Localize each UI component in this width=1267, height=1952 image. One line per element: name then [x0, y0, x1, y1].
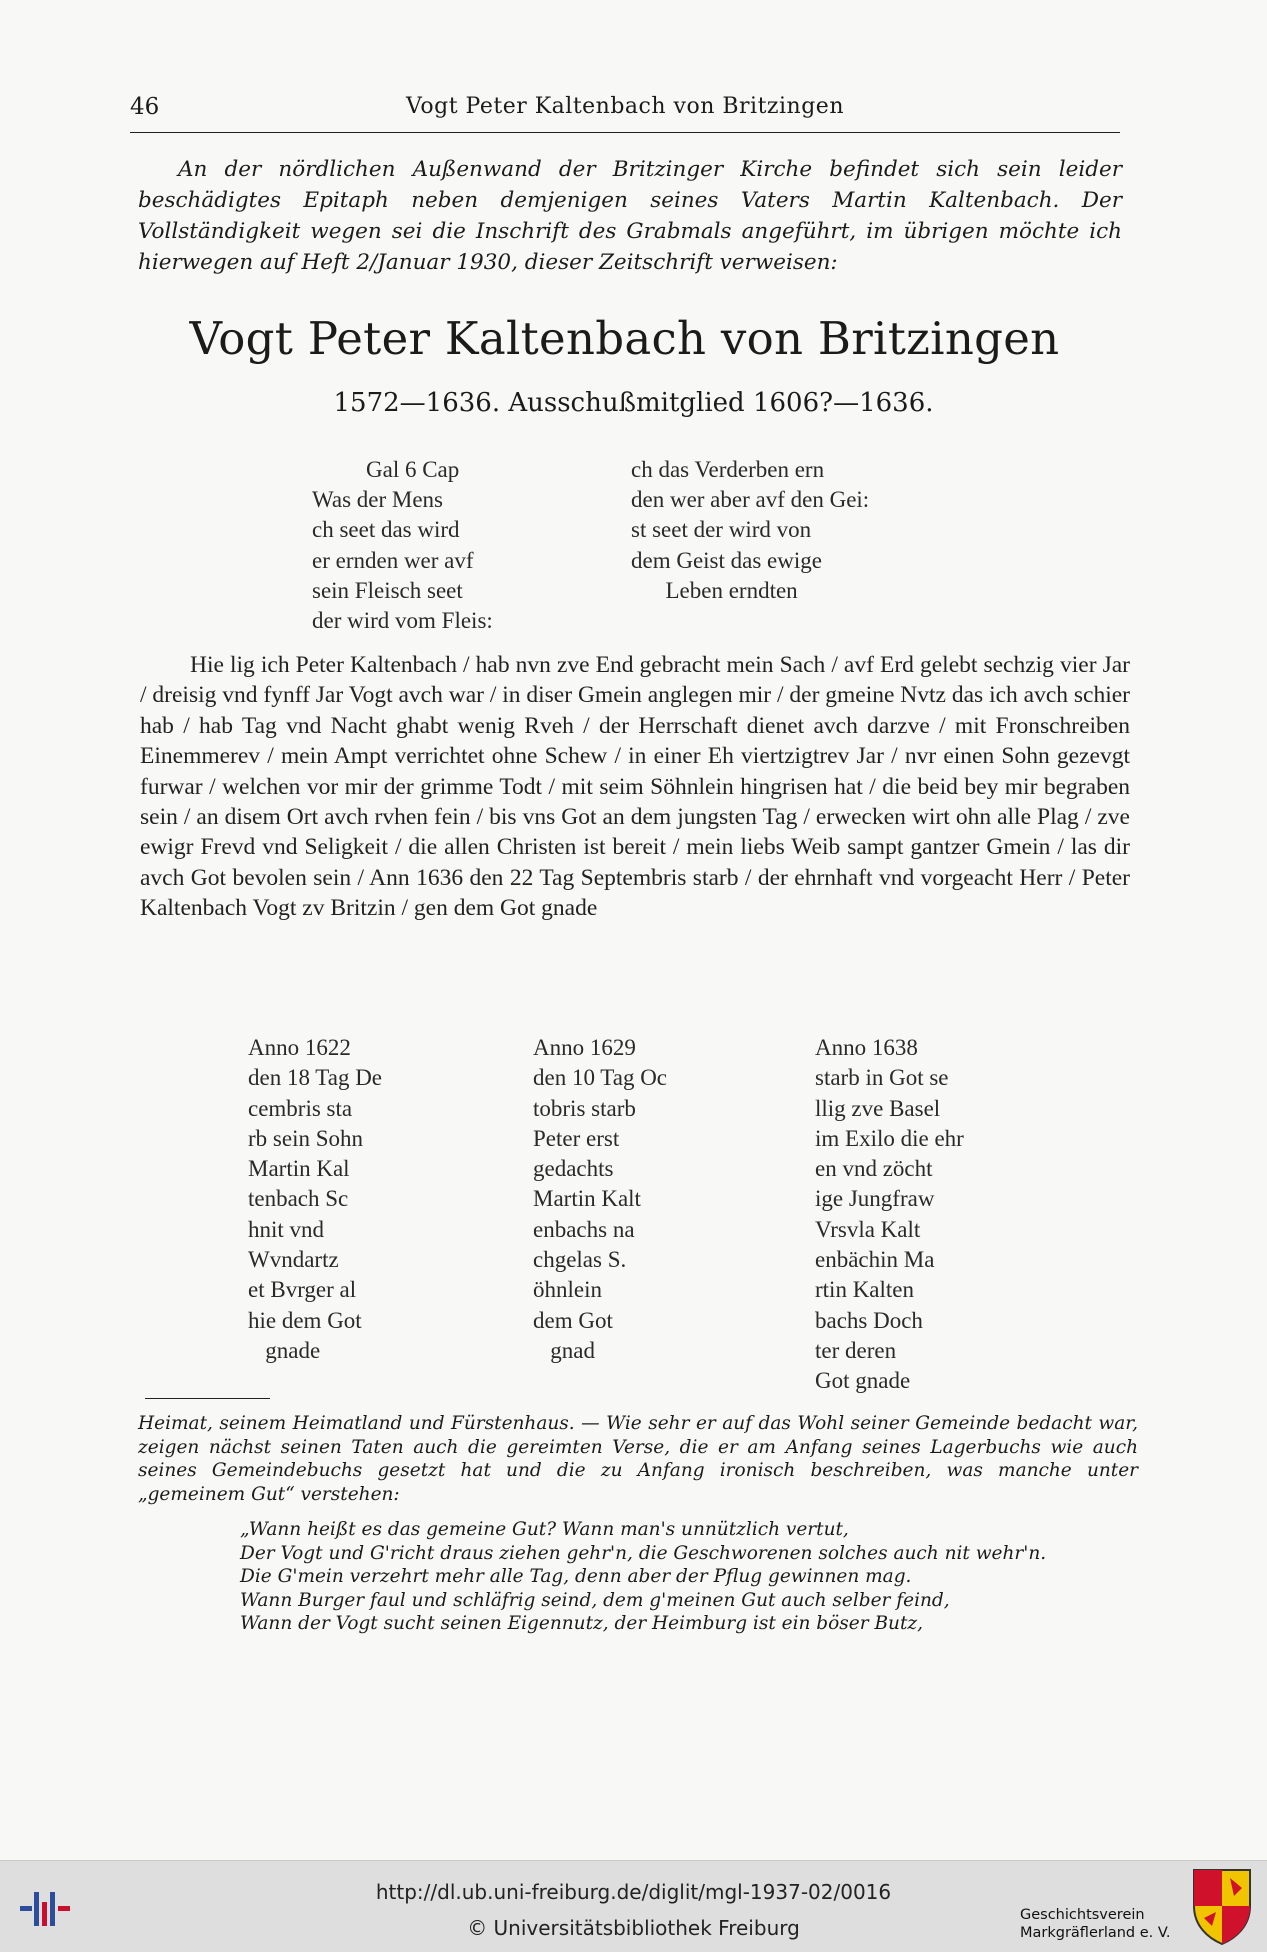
epitaph-line: starb in Got se — [815, 1065, 949, 1091]
epitaph-line: den 18 Tag De — [248, 1065, 383, 1091]
footnote-verse — [240, 1518, 1046, 1636]
epitaph-line: Martin Kal — [248, 1156, 350, 1182]
epitaph-line: gnad — [533, 1337, 595, 1363]
epitaph-line: cembris sta — [248, 1095, 353, 1121]
inscription-line: er ernden wer avf — [312, 547, 474, 573]
verse-line: Die G'mein verzehrt mehr alle Tag, denn aber der Pflug gewinnen mag. — [240, 1566, 912, 1587]
copyright-notice: © Universitätsbibliothek Freiburg — [467, 1916, 800, 1940]
epitaph-line: Martin Kalt — [533, 1186, 641, 1212]
inscription-left — [312, 455, 493, 636]
epitaph-line: Anno 1629 — [533, 1035, 636, 1060]
epitaph-line: Wvndartz — [248, 1247, 339, 1273]
epitaph-line: gnade — [248, 1337, 321, 1363]
epitaph-line: den 10 Tag Oc — [533, 1065, 668, 1091]
epitaph-line: en vnd zöcht — [815, 1156, 933, 1182]
epitaph-line: Vrsvla Kalt — [815, 1216, 921, 1242]
inscription-line: den wer aber avf den Gei: — [631, 487, 870, 513]
inscription-line: ch seet das wird — [312, 517, 460, 543]
epitaph-line: ter deren — [815, 1337, 897, 1363]
epitaph-line: Anno 1638 — [815, 1035, 918, 1060]
permalink-url[interactable]: http://dl.ub.uni-freiburg.de/diglit/mgl-1937-02/0016 — [375, 1880, 892, 1904]
epitaph-line: Anno 1622 — [248, 1035, 351, 1060]
verse-line: Wann der Vogt sucht seinen Eigennutz, der Heimburg ist ein böser Butz, — [240, 1613, 924, 1634]
epitaph-line: im Exilo die ehr — [815, 1125, 964, 1151]
coat-of-arms-icon[interactable] — [1190, 1866, 1254, 1946]
verse-line: „Wann heißt es das gemeine Gut? Wann man's unnützlich vertut, — [240, 1519, 849, 1540]
epitaph-line: enbächin Ma — [815, 1247, 935, 1273]
epitaph-body-text: Hie lig ich Peter Kaltenbach / hab nvn zve End gebracht mein Sach / avf Erd gelebt sechzig vier Jar / dreisig vnd fynff Jar Vogt avch war / in diser Gmein anglegen mir / der gmeine Nvtz das ich avch schier hab / hab Tag vnd Nacht ghabt wenig Rveh / der Herrschaft dienet avch darzve / mit Fronschreiben Einemmerev / mein Ampt verrichtet ohne Schew / in einer Eh viertzigtrev Jar / nvr einen Sohn gezevgt furwar / welchen vor mir der grimme Todt / mit seim Söhnlein hingrisen hat / die beid bey mir begraben sein / an disem Ort avch rvhen fein / bis vns Got an dem jungsten Tag / erwecken wirt ohn alle Plag / zve ewigr Frevd vnd Seligkeit / die allen Christen ist bereit / mein liebs Weib sampt gantzer Gmein / las dir avch Got bevolen sein / Ann 1636 den 22 Tag Septembris starb / der ehrnhaft vnd vorgeacht Herr / Peter Kaltenbach Vogt zv Britzin / gen dem Got gnade — [140, 652, 1130, 922]
epitaph-line: Got gnade — [815, 1368, 911, 1394]
epitaph-line: tobris starb — [533, 1095, 636, 1121]
epitaph-line: rb sein Sohn — [248, 1125, 363, 1151]
inscription-line: sein Fleisch seet — [312, 577, 463, 603]
footnote-divider — [145, 1398, 270, 1399]
epitaph-line: ige Jungfraw — [815, 1186, 935, 1212]
society-name-line: Markgräflerland e. V. — [1020, 1925, 1171, 1941]
epitaph-line: enbachs na — [533, 1216, 635, 1242]
epitaph-line: bachs Doch — [815, 1307, 923, 1333]
page-number: 46 — [130, 94, 160, 120]
epitaph-line: tenbach Sc — [248, 1186, 349, 1212]
epitaph-line: llig zve Basel — [815, 1095, 941, 1121]
inscription-line: dem Geist das ewige — [631, 547, 822, 573]
verse-line: Der Vogt und G'richt draus ziehen gehr'n, die Geschworenen solches auch nit wehr'n. — [240, 1542, 1047, 1564]
epitaph-line: chgelas S. — [533, 1247, 627, 1273]
article-subtitle: 1572—1636. Ausschußmitglied 1606?—1636. — [333, 388, 934, 418]
epitaph-line: hnit vnd — [248, 1216, 325, 1242]
running-head — [130, 92, 1120, 133]
verse-line: Wann Burger faul und schläfrig seind, dem g'meinen Gut auch selber feind, — [240, 1589, 950, 1611]
footnote-text: Heimat, seinem Heimatland und Fürstenhaus. — Wie sehr er auf das Wohl seiner Gemeinde bedacht war, zeigen nächst seinen Taten auch die gereimten Verse, die er am Anfang seines Lagerbuchs wie auch seines Gemeindebuchs gesetzt hat und die zu Anfang ironisch beschreiben, was manche unter „gemeinem Gut“ verstehen: — [138, 1413, 1138, 1505]
society-name — [1020, 1906, 1171, 1942]
epitaph-column-2 — [533, 1033, 667, 1366]
intro-paragraph: An der nördlichen Außenwand der Britzinger Kirche befindet sich sein leider beschädigtes Epitaph neben demjenigen seines Vaters Martin Kaltenbach. Der Vollständigkeit wegen sei die Inschrift des Grabmals angeführt, im übrigen möchte ich hierwegen auf Heft 2/Januar 1930, dieser Zeitschrift verweisen: — [138, 157, 1122, 275]
epitaph-line: et Bvrger al — [248, 1277, 357, 1303]
inscription-line: ch das Verderben ern — [631, 457, 825, 482]
epitaph-line: öhnlein — [533, 1277, 602, 1303]
epitaph-line: dem Got — [533, 1307, 613, 1333]
running-title: Vogt Peter Kaltenbach von Britzingen — [406, 94, 844, 119]
inscription-line: Gal 6 Cap — [366, 457, 460, 482]
inscription-line: Was der Mens — [312, 487, 444, 513]
epitaph-line: rtin Kalten — [815, 1277, 914, 1303]
inscription-right — [631, 455, 869, 606]
epitaph-line: Peter erst — [533, 1125, 620, 1151]
epitaph-line: gedachts — [533, 1156, 614, 1182]
epitaph-column-3 — [815, 1033, 964, 1397]
epitaph-line: hie dem Got — [248, 1307, 362, 1333]
epitaph-column-1 — [248, 1033, 382, 1366]
inscription-line: der wird vom Fleis: — [312, 608, 493, 634]
inscription-line: st seet der wird von — [631, 517, 812, 543]
society-name-line: Geschichtsverein — [1020, 1907, 1145, 1923]
inscription-line: Leben erndten — [631, 577, 798, 603]
article-title: Vogt Peter Kaltenbach von Britzingen — [189, 312, 1060, 365]
